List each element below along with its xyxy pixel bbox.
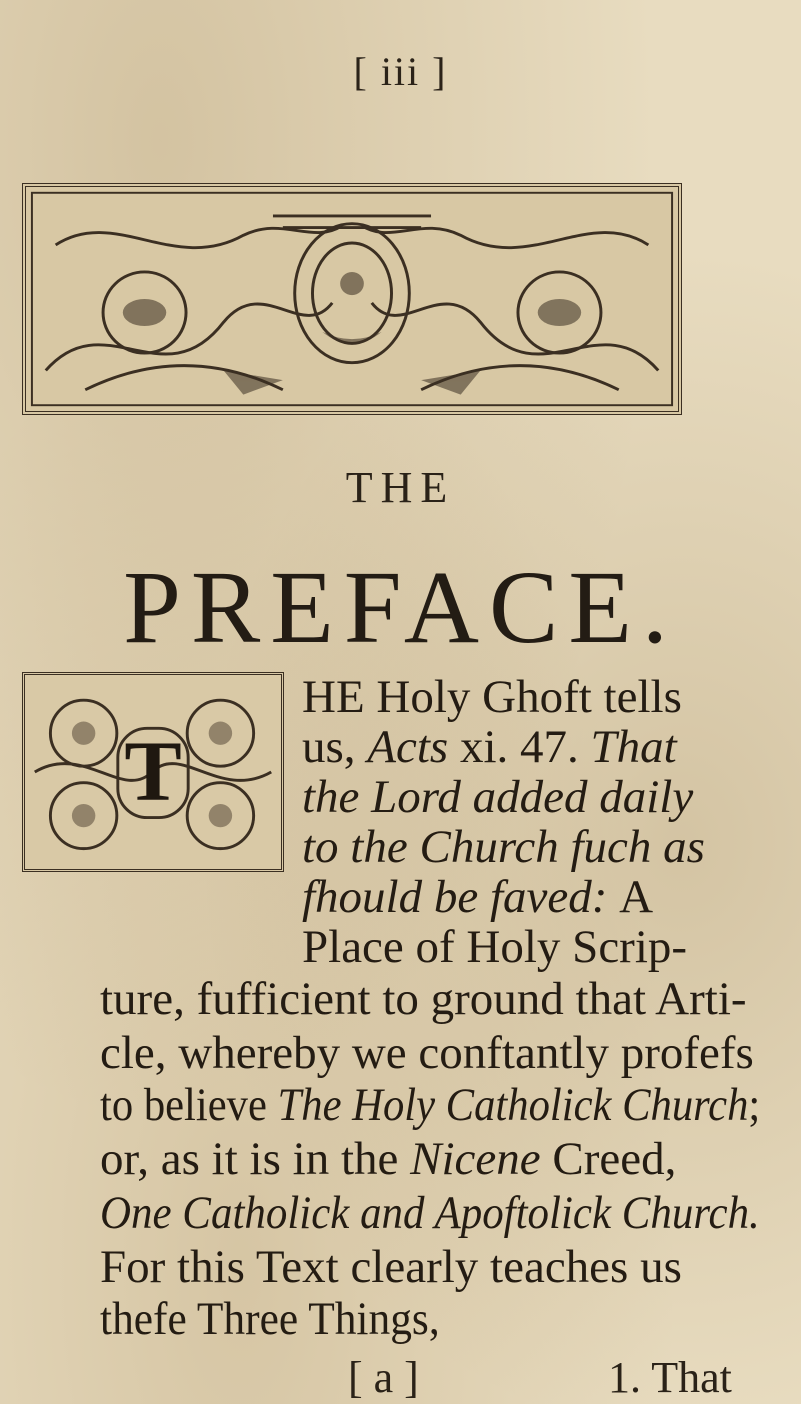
text-line [302,721,677,773]
text-line [302,771,694,823]
text-run: cle, whereby we conftantly profefs [100,1027,754,1079]
text-run: Nicene [410,1133,541,1185]
text-run: to believe [100,1079,278,1131]
text-line [100,1027,754,1079]
catchword: 1. That [608,1353,732,1402]
text-line [100,1079,761,1131]
text-run: Place of Holy Scrip- [302,921,688,973]
text-line [100,1187,760,1239]
heading-the: THE [345,463,456,512]
text-line [100,1293,440,1345]
text-run: fhould be faved: [302,871,620,923]
text-run: to the Church fuch as [302,821,705,873]
drop-cap-letter: T [124,723,182,819]
text-run: A [619,871,654,923]
text-run: Creed, [540,1133,677,1185]
signature-mark: [ a ] [348,1353,419,1402]
decorated-initial [22,672,284,872]
text-run: One Catholick and Apoftolick Church. [100,1187,760,1239]
text-run: xi. 47. [448,721,591,773]
text-run: That [590,721,677,773]
text-line [302,671,682,723]
text-run: ; [748,1079,761,1131]
text-run: ture, fufficient to ground that Arti- [100,973,747,1025]
text-run: Acts [367,721,449,773]
text-line [302,821,705,873]
text-run: The Holy Catholick Church [277,1079,749,1131]
text-run: thefe Three Things, [100,1293,440,1345]
text-line [302,871,654,923]
page-number: [ iii ] [353,49,448,94]
headpiece-ornament-graphic [26,187,678,411]
text-line [100,973,747,1025]
text-run: the Lord added daily [302,771,694,823]
text-run: For this Text clearly teaches us [100,1241,682,1293]
text-run: HE Holy Ghoft tells [302,671,682,723]
text-line [100,1133,677,1185]
page-title: PREFACE. [123,550,678,665]
text-line [100,1241,682,1293]
text-line [302,921,688,973]
text-run: us, [302,721,368,773]
ornamental-headpiece [22,183,682,415]
text-run: or, as it is in the [100,1133,411,1185]
